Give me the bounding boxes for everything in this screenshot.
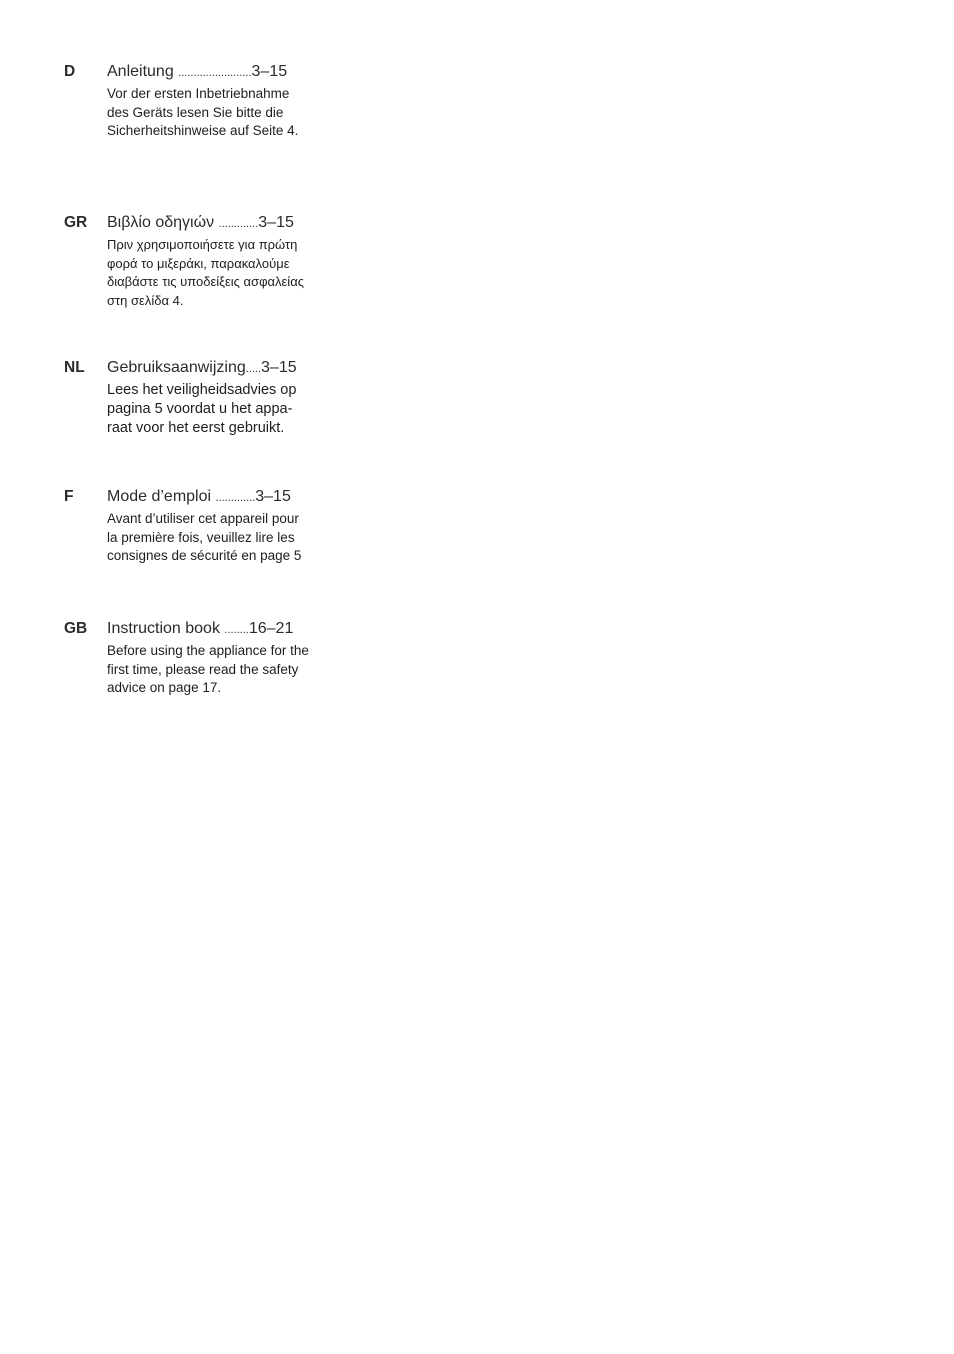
language-code: NL [64, 359, 85, 376]
description-line: φορά το μιξεράκι, παρακαλούμε [107, 255, 290, 271]
section-title: Mode d’emploi [107, 488, 212, 505]
description-line: Vor der ersten Inbetriebnahme [107, 86, 290, 101]
page-range: 3–15 [251, 63, 288, 80]
leader-dots: ........ [224, 624, 249, 636]
language-entry-f [64, 486, 326, 566]
section-title: Gebruiksaanwijzing [107, 359, 246, 376]
description-line: Avant d’utiliser cet appareil pour [107, 511, 299, 526]
section-title: Anleitung [107, 63, 174, 80]
description-line: first time, please read the safety [107, 661, 299, 677]
section-title: Βιβλίο οδηγιών [107, 214, 215, 231]
page-range: 3–15 [255, 488, 291, 505]
language-entry-gr [64, 212, 326, 310]
language-entry-gb [64, 618, 326, 698]
section-description [107, 642, 329, 698]
language-code: GR [64, 214, 88, 231]
language-code: GB [64, 620, 88, 637]
leader-dots: ........................ [178, 67, 252, 79]
toc-line [107, 618, 326, 641]
section-description [107, 236, 329, 310]
leader-dots: ............. [215, 492, 256, 504]
toc-line [107, 61, 326, 84]
description-line: διαβάστε τις υποδείξεις ασφαλείας [107, 274, 304, 289]
section-description [107, 510, 329, 566]
description-line: Πριν χρησιμοποιήσετε για πρώτη [107, 237, 298, 252]
leader-dots: ..... [245, 363, 262, 375]
toc-line [107, 357, 326, 380]
page-range: 3–15 [258, 214, 294, 231]
description-line: des Geräts lesen Sie bitte die [107, 104, 284, 120]
description-line: Lees het veiligheidsadvies op [107, 382, 297, 398]
page-range: 3–15 [261, 359, 297, 376]
description-line: advice on page 17. [107, 680, 222, 695]
section-title: Instruction book [107, 620, 220, 637]
section-description [107, 381, 329, 438]
description-line: Sicherheitshinweise auf Seite 4. [107, 123, 299, 138]
section-description [107, 85, 329, 141]
toc-line [107, 486, 326, 509]
toc-line [107, 212, 326, 235]
description-line: la première fois, veuillez lire les [107, 529, 295, 545]
page-range: 16–21 [248, 620, 294, 637]
description-line: consignes de sécurité en page 5 [107, 548, 302, 563]
description-line: raat voor het eerst gebruikt. [107, 420, 285, 436]
description-line: στη σελίδα 4. [107, 292, 184, 308]
description-line: Before using the appliance for the [107, 643, 309, 658]
language-code: D [64, 63, 76, 80]
description-line: pagina 5 voordat u het appa- [107, 401, 293, 417]
language-code: F [64, 488, 74, 505]
language-entry-nl [64, 357, 326, 438]
language-entry-d [64, 61, 326, 141]
leader-dots: ............. [218, 218, 259, 230]
